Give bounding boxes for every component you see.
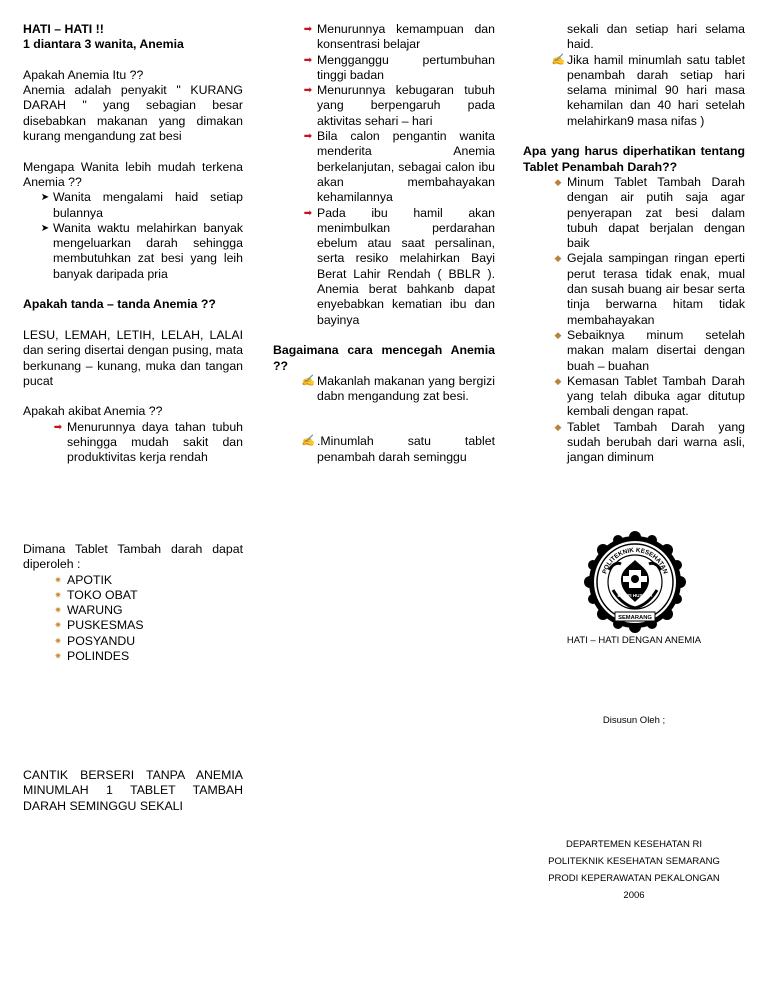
list-item: ◆ Gejala sampingan ringan eperti perut terasa tidak enak, mual dan susah buang air besar serta tinja berwarna hitam tidak membahayakan [523, 251, 745, 327]
diamond-bullet-icon: ◆ [554, 421, 562, 432]
institution-line: DEPARTEMEN KESEHATAN RI [565, 839, 702, 850]
why-women-list [23, 190, 243, 282]
where-list [23, 573, 243, 665]
starburst-bullet-icon: ✷ [54, 620, 62, 631]
pen-bullet-icon: ✍ [301, 435, 315, 448]
list-item: ✍ .Minumlah satu tablet penambah darah seminggu [301, 434, 495, 464]
attention-list [523, 175, 745, 466]
logo-city: SEMARANG [618, 615, 652, 621]
starburst-bullet-icon: ✷ [54, 635, 62, 646]
slogan: CANTIK BERSERI TANPA ANEMIA MINUMLAH 1 TABLET TAMBAH DARAH SEMINGGU SEKALI [23, 768, 243, 813]
institution-block [523, 836, 745, 904]
diamond-bullet-icon: ◆ [554, 329, 562, 340]
list-item: ◆ Tablet Tambah Darah yang sudah berubah dari warna asli, jangan diminum [523, 420, 745, 466]
list-item: ✷ POLINDES [23, 649, 243, 664]
page-title: HATI – HATI !! [23, 22, 104, 36]
list-item: ➡ Bila calon pengantin wanita menderita Anemia berkelanjutan, sebagai calon ibu akan membahayakan kehamilannya [273, 129, 495, 205]
red-arrow-bullet-icon: ➡ [303, 207, 313, 219]
answer-signs: LESU, LEMAH, LETIH, LELAH, LALAI dan sering disertai dengan pusing, mata berkunang – kunang, muka dan tangan pucat [23, 327, 243, 388]
list-item: ◆ Minum Tablet Tambah Darah dengan air putih saja agar penyerapan zat besi dalam tubuh dapat berjalan dengan baik [523, 175, 745, 251]
question-why-women: Mengapa Wanita lebih mudah terkena Anemia ?? [23, 159, 243, 189]
list-item: ➡ Mengganggu pertumbuhan tinggi badan [273, 53, 495, 84]
question-attention: Apa yang harus diperhatikan tentang Tablet Penambah Darah?? [523, 144, 745, 174]
list-item: ✍ Makanlah makanan yang bergizi dabn mengandung zat besi. [301, 373, 495, 404]
poltekkes-logo [583, 530, 687, 634]
logo-motto: BAKTI HUSADA [617, 593, 653, 598]
starburst-bullet-icon: ✷ [54, 589, 62, 600]
list-item: ➤ Wanita mengalami haid setiap bulannya [23, 190, 243, 221]
starburst-bullet-icon: ✷ [54, 574, 62, 585]
compiled-by: Disusun Oleh ; [602, 715, 666, 726]
list-item: ✷ APOTIK [23, 573, 243, 588]
red-arrow-bullet-icon: ➡ [303, 85, 313, 97]
list-item: ✷ POSYANDU [23, 634, 243, 649]
red-arrow-bullet-icon: ➡ [303, 131, 313, 143]
list-item: ➡ Pada ibu hamil akan menimbulkan perdarahan ebelum atau saat persalinan, serta resiko melahirkan Bayi Berat Lahir Rendah ( BBLR ). Anemia berat bahkanb dapat enyebabkan kematian ibu dan bayinya [273, 206, 495, 328]
starburst-bullet-icon: ✷ [54, 651, 62, 662]
pen-bullet-icon: ✍ [301, 374, 315, 387]
list-item: ✷ PUSKESMAS [23, 618, 243, 633]
list-item: ✍ Jika hamil minumlah satu tablet penambah darah setiap hari selama minimal 90 hari masa kehamilan dan 40 hari setelah melahirkan9 masa nifas ) [551, 52, 745, 128]
column-left [23, 22, 243, 466]
column-middle [273, 22, 495, 465]
list-item: ✷ WARUNG [23, 603, 243, 618]
pen-bullet-icon: ✍ [551, 53, 565, 66]
prevent-list-continued [523, 22, 745, 129]
list-item: ◆ Sebaiknya minum setelah makan malam disertai dengan buah – buahan [523, 328, 745, 374]
list-item: ✷ TOKO OBAT [23, 588, 243, 603]
diamond-bullet-icon: ◆ [554, 375, 562, 386]
question-prevent: Bagaimana cara mencegah Anemia ?? [273, 343, 495, 373]
red-arrow-bullet-icon: ➡ [303, 54, 313, 66]
list-item: ◆ Kemasan Tablet Tambah Darah yang telah dibuka agar ditutup kembali dengan rapat. [523, 374, 745, 420]
red-arrow-bullet-icon: ➡ [303, 24, 313, 35]
year: 2006 [623, 890, 645, 901]
list-item: ➤ Wanita waktu melahirkan banyak mengeluarkan darah sehingga membutuhkan zat besi yang leih banyak daripada pria [23, 221, 243, 282]
question-signs: Apakah tanda – tanda Anemia ?? [23, 297, 216, 312]
effects-list [273, 22, 495, 328]
starburst-bullet-icon: ✷ [54, 605, 62, 616]
arrow-bullet-icon: ➤ [40, 192, 50, 204]
list-item: sekali dan setiap hari selama haid. [567, 22, 745, 52]
where-title: Dimana Tablet Tambah darah dapat diperoleh : [23, 542, 243, 572]
where-section [23, 542, 243, 664]
institution-line: POLITEKNIK KESEHATAN SEMARANG [548, 856, 720, 867]
page-subtitle: 1 diantara 3 wanita, Anemia [23, 37, 184, 52]
logo-arc-text: POLITEKNIK KESEHATAN [601, 546, 669, 575]
column-right [523, 22, 745, 466]
red-arrow-bullet-icon: ➡ [53, 421, 63, 433]
arrow-bullet-icon: ➤ [40, 222, 50, 234]
diamond-bullet-icon: ◆ [554, 253, 562, 264]
institution-line: PRODI KEPERAWATAN PEKALONGAN [548, 873, 720, 884]
list-item: ➡ Menurunnya kemampuan dan konsentrasi belajar [273, 22, 495, 53]
diamond-bullet-icon: ◆ [554, 176, 562, 187]
list-item: ➡ Menurunnya kebugaran tubuh yang berpengaruh pada aktivitas sehari – hari [273, 83, 495, 129]
effects-list-start [23, 420, 243, 466]
answer-what-is-anemia: Anemia adalah penyakit " KURANG DARAH " yang sebagian besar disebabkan makanan yang dimakan kurang mengandung zat besi [23, 83, 243, 144]
cover-title: HATI – HATI DENGAN ANEMIA [566, 635, 702, 646]
prevent-list-2 [273, 434, 495, 465]
question-effects: Apakah akibat Anemia ?? [23, 404, 163, 419]
list-item: ➡ Menurunnya daya tahan tubuh sehingga mudah sakit dan produktivitas kerja rendah [23, 420, 243, 466]
prevent-list [273, 374, 495, 405]
question-what-is-anemia: Apakah Anemia Itu ?? [23, 67, 144, 82]
